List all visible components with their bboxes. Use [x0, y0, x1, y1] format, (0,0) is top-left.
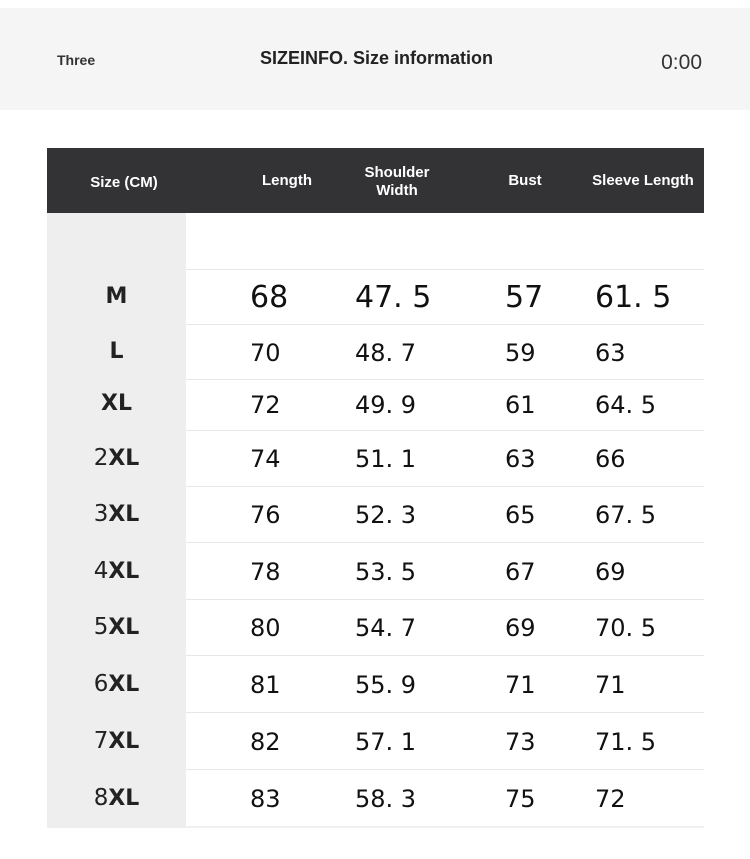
size-suffix: XL [108, 785, 140, 811]
cell-shoulder: 52. 3 [355, 501, 417, 529]
cell-shoulder: 55. 9 [355, 670, 417, 699]
cell-length: 82 [250, 727, 281, 756]
size-number: 2 [93, 445, 109, 471]
cell-shoulder: 51. 1 [355, 445, 417, 473]
cell-sleeve: 63 [595, 338, 626, 367]
table-row [47, 713, 704, 770]
size-number: 7 [93, 727, 109, 754]
header-shoulder-width: Shoulder Width [364, 164, 430, 199]
cell-bust: 63 [505, 445, 536, 473]
size-label [47, 339, 186, 364]
cell-shoulder: 57. 1 [355, 727, 417, 756]
cell-sleeve: 64. 5 [595, 391, 657, 419]
size-table [47, 148, 704, 828]
title-banner [0, 8, 750, 110]
size-suffix: M [105, 283, 128, 309]
cell-bust: 71 [505, 670, 536, 699]
header-sleeve-length: Sleeve Length [592, 172, 694, 189]
table-row [47, 656, 704, 713]
table-row [47, 600, 704, 656]
size-label [47, 728, 186, 754]
cell-shoulder: 54. 7 [355, 614, 417, 642]
cell-sleeve: 69 [595, 557, 626, 586]
cell-length: 68 [250, 279, 289, 315]
cell-shoulder: 49. 9 [355, 391, 417, 419]
cell-length: 81 [250, 670, 281, 699]
table-bottom-border [186, 826, 704, 828]
cell-bust: 61 [505, 391, 536, 419]
size-number: 3 [93, 501, 109, 527]
cell-length: 70 [250, 338, 281, 367]
cell-bust: 67 [505, 557, 536, 586]
size-label [47, 785, 186, 811]
size-suffix: XL [108, 502, 140, 527]
table-row [47, 270, 704, 325]
size-suffix: XL [108, 615, 140, 640]
table-row-blank [47, 213, 704, 270]
table-row [47, 379, 704, 431]
header-size: Size (CM) [90, 174, 158, 191]
cell-length: 72 [250, 391, 281, 419]
cell-sleeve: 72 [595, 784, 626, 813]
banner-left-text: Three [57, 52, 96, 68]
cell-sleeve: 71. 5 [595, 727, 657, 756]
table-row [47, 543, 704, 600]
size-number: 6 [93, 670, 109, 697]
banner-right-text: 0:00 [661, 51, 702, 74]
cell-sleeve: 71 [595, 670, 626, 699]
size-number: 5 [93, 614, 109, 640]
cell-bust: 69 [505, 614, 536, 642]
cell-length: 78 [250, 557, 281, 586]
cell-shoulder: 53. 5 [355, 557, 417, 586]
table-row [47, 325, 704, 380]
cell-bust: 59 [505, 338, 536, 367]
header-bust: Bust [508, 172, 542, 189]
cell-bust: 65 [505, 501, 536, 529]
cell-shoulder: 47. 5 [355, 279, 432, 315]
size-label [47, 284, 186, 309]
size-suffix: XL [101, 391, 132, 416]
table-row [47, 770, 704, 827]
size-suffix: XL [108, 446, 140, 471]
size-suffix: XL [108, 728, 140, 754]
size-label [47, 501, 186, 527]
size-suffix: L [109, 338, 124, 364]
cell-sleeve: 70. 5 [595, 614, 657, 642]
cell-bust: 75 [505, 784, 536, 813]
size-suffix: XL [108, 558, 140, 584]
header-length: Length [262, 172, 312, 189]
cell-length: 76 [250, 501, 281, 529]
cell-sleeve: 66 [595, 445, 626, 473]
size-label [47, 671, 186, 697]
cell-length: 83 [250, 784, 281, 813]
table-row [47, 431, 704, 487]
cell-sleeve: 67. 5 [595, 501, 657, 529]
size-label [47, 558, 186, 584]
size-number: 4 [93, 557, 109, 584]
cell-bust: 57 [505, 279, 544, 315]
table-header [47, 148, 704, 213]
size-label [47, 391, 186, 416]
page-title: SIZEINFO. Size information [260, 48, 494, 68]
cell-length: 74 [250, 445, 281, 473]
size-label [47, 614, 186, 640]
cell-length: 80 [250, 614, 281, 642]
cell-shoulder: 58. 3 [355, 784, 417, 813]
cell-sleeve: 61. 5 [595, 279, 672, 315]
size-number: 8 [93, 784, 109, 811]
cell-shoulder: 48. 7 [355, 338, 417, 367]
size-suffix: XL [108, 671, 140, 697]
cell-bust: 73 [505, 727, 536, 756]
table-row [47, 487, 704, 543]
size-label [47, 445, 186, 471]
